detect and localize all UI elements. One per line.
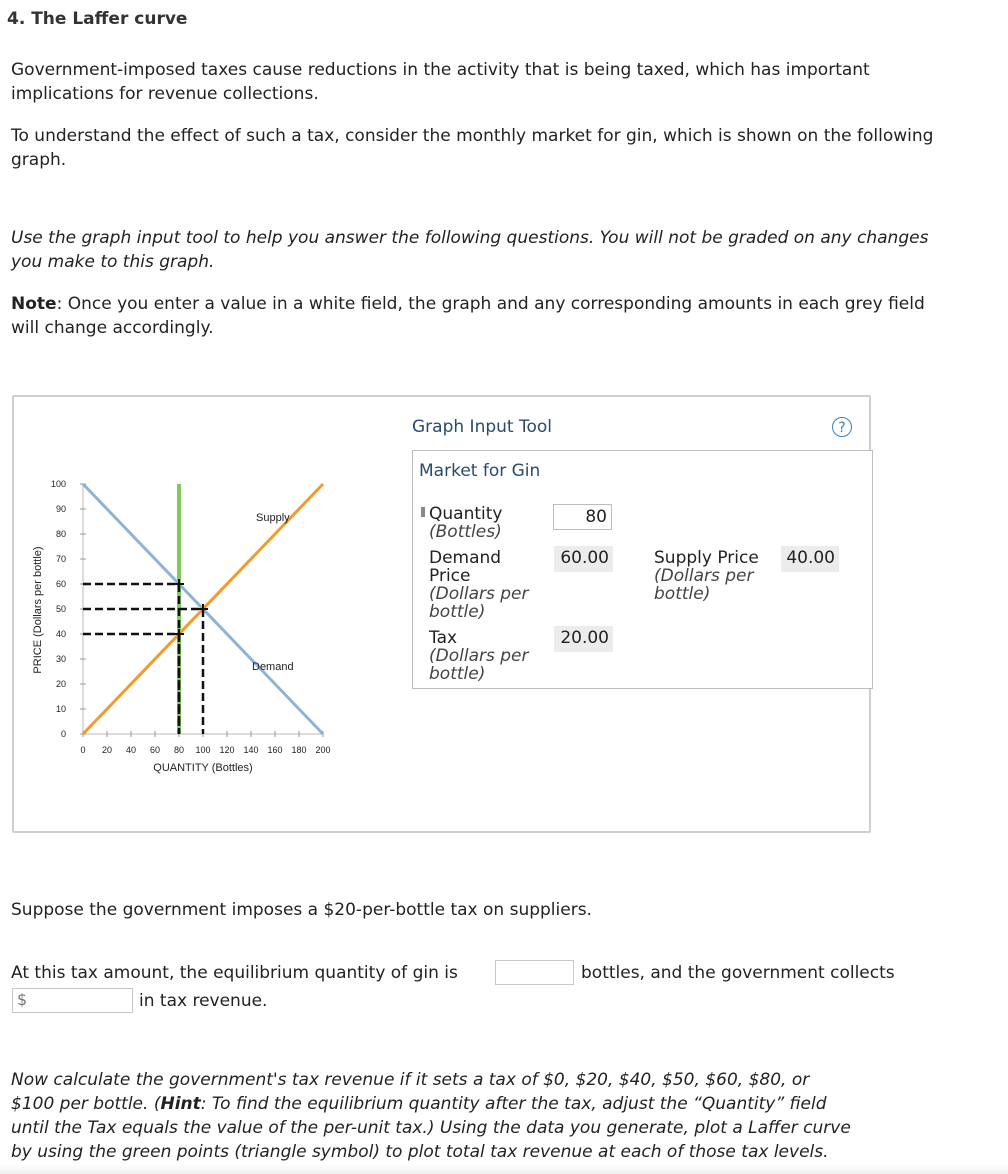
question-part1: At this tax amount, the equilibrium quantity of gin is: [11, 963, 458, 983]
y-tick-label: 60: [55, 579, 66, 589]
tax-label-text: Tax: [429, 628, 458, 648]
instruction-line2b: : To find the equilibrium quantity after the tax, adjust the “Quantity” field: [200, 1094, 827, 1114]
instruction-line3: until the Tax equals the value of the per-unit tax.) Using the data you generate, plot a Laffer curve: [11, 1118, 851, 1138]
tax-label: [429, 629, 528, 683]
note-text: : Once you enter a value in a white field, the graph and any corresponding amounts in each grey field will change accordingly.: [11, 294, 925, 338]
x-tick-label: 140: [243, 745, 259, 755]
x-tick-label: 80: [173, 745, 185, 755]
instruction-line2a: $100 per bottle. (: [11, 1094, 161, 1114]
demand-price-label: [429, 549, 528, 621]
supply-price-label: [654, 549, 759, 603]
quantity-label: [429, 505, 502, 541]
y-tick-label: 10: [55, 704, 66, 714]
x-tick-label: 40: [125, 745, 137, 755]
equilibrium-quantity-input[interactable]: [495, 960, 574, 985]
market-chart[interactable]: [0, 0, 420, 830]
question-part2: bottles, and the government collects: [581, 963, 895, 983]
x-tick-label: 100: [195, 745, 211, 755]
hint-label: Hint: [160, 1094, 201, 1114]
x-tick-label: 200: [315, 745, 331, 755]
x-tick-label: 0: [80, 745, 86, 755]
x-tick-label: 180: [291, 745, 307, 755]
demand-curve-label: Demand: [252, 661, 294, 673]
intro-paragraph-2: To understand the effect of such a tax, consider the monthly market for gin, which is shown on the following graph.: [11, 126, 934, 170]
y-tick-label: 70: [55, 554, 66, 564]
quantity-units: (Bottles): [429, 522, 502, 542]
graph-input-tool-title: Graph Input Tool: [412, 417, 552, 437]
instruction-line2: [11, 1092, 1001, 1116]
demand-price-value: 60.00: [554, 546, 613, 572]
y-tick-label: 40: [55, 629, 66, 639]
tax-value: 20.00: [554, 626, 613, 652]
question-part3: in tax revenue.: [139, 991, 268, 1011]
bottom-fade: [0, 1164, 1008, 1174]
y-tick-label: 0: [60, 729, 66, 739]
supply-price-value: 40.00: [781, 546, 839, 572]
demand-units-line1: (Dollars per: [429, 584, 529, 604]
x-tick-label: 160: [267, 745, 283, 755]
supply-units-line2: bottle): [654, 584, 711, 604]
y-tick-label: 90: [55, 504, 66, 514]
demand-units-line2: bottle): [429, 602, 486, 622]
x-tick-label: 60: [149, 745, 161, 755]
suppose-text: Suppose the government imposes a $20-per-bottle tax on suppliers.: [11, 900, 592, 920]
x-tick-label: 120: [219, 745, 235, 755]
tax-units-line1: (Dollars per: [429, 646, 529, 666]
x-tick-label: 20: [101, 745, 113, 755]
demand-label-line1: Demand: [429, 548, 502, 568]
y-tick-label: 20: [55, 679, 66, 689]
help-icon[interactable]: ?: [832, 417, 852, 437]
x-axis-label: QUANTITY (Bottles): [153, 762, 253, 774]
tax-units-line2: bottle): [429, 664, 486, 684]
instruction-line1: Now calculate the government's tax revenue if it sets a tax of $0, $20, $40, $50, $60, $80, or: [11, 1070, 810, 1090]
quantity-input[interactable]: 80: [553, 504, 612, 530]
y-tick-label: 80: [55, 529, 66, 539]
supply-label-text: Supply Price: [654, 548, 759, 568]
intro-paragraph-1: Government-imposed taxes cause reductions in the activity that is being taxed, which has important implications for revenue collections.: [11, 60, 870, 104]
market-title: Market for Gin: [419, 461, 541, 481]
note-label: Note: [11, 294, 57, 314]
instruction-line4: by using the green points (triangle symbol) to plot total tax revenue at each of those tax levels.: [11, 1142, 829, 1162]
y-tick-label: 100: [50, 479, 66, 489]
supply-curve-label: Supply: [256, 512, 290, 524]
y-tick-label: 30: [55, 654, 66, 664]
tax-revenue-input[interactable]: $: [12, 988, 133, 1013]
demand-label-line2: Price: [429, 566, 471, 586]
instruction-paragraph: Use the graph input tool to help you answer the following questions. You will not be graded on any changes you make to this graph.: [11, 228, 929, 272]
supply-units-line1: (Dollars per: [654, 566, 754, 586]
quantity-label-text: Quantity: [429, 504, 503, 524]
page-title: 4. The Laffer curve: [7, 9, 188, 29]
laffer-instructions: [11, 1068, 1001, 1164]
y-tick-label: 50: [55, 604, 66, 614]
y-axis-label: PRICE (Dollars per bottle): [32, 546, 44, 674]
quantity-marker-icon: [421, 507, 425, 517]
